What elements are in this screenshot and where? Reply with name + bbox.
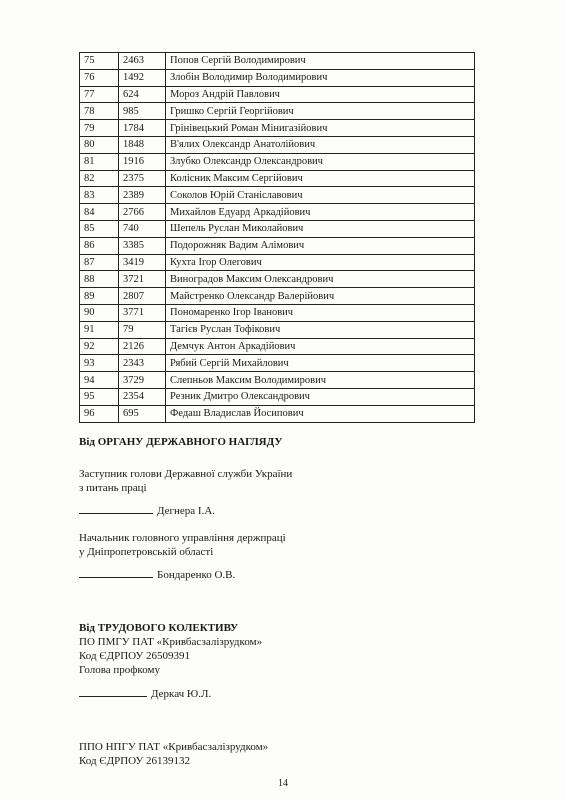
- signature-line: [79, 567, 153, 578]
- name-cell: Виноградов Максим Олександрович: [166, 271, 475, 288]
- code-cell: 1916: [119, 153, 166, 170]
- chair-signature: [79, 686, 211, 701]
- row-number-cell: 90: [80, 304, 119, 321]
- name-cell: Злобін Володимир Володимирович: [166, 69, 475, 86]
- table-row: [80, 86, 475, 103]
- collective-code-2: Код ЄДРПОУ 26139132: [79, 755, 191, 767]
- code-cell: 695: [119, 405, 166, 422]
- deputy-title-line-2: з питань праці: [79, 482, 147, 494]
- row-number-cell: 87: [80, 254, 119, 271]
- code-cell: 3729: [119, 372, 166, 389]
- row-number-cell: 96: [80, 405, 119, 422]
- table-row: [80, 204, 475, 221]
- table-row: [80, 170, 475, 187]
- code-cell: 1784: [119, 120, 166, 137]
- row-number-cell: 89: [80, 288, 119, 305]
- chair-title: Голова профкому: [79, 664, 160, 676]
- name-cell: Демчук Антон Аркадійович: [166, 338, 475, 355]
- signature-line: [79, 503, 153, 514]
- row-number-cell: 94: [80, 372, 119, 389]
- row-number-cell: 88: [80, 271, 119, 288]
- name-cell: В'ялих Олександр Анатолійович: [166, 136, 475, 153]
- row-number-cell: 80: [80, 136, 119, 153]
- name-cell: Кухта Ігор Олегович: [166, 254, 475, 271]
- table-row: [80, 271, 475, 288]
- name-cell: Пономаренко Ігор Іванович: [166, 304, 475, 321]
- row-number-cell: 81: [80, 153, 119, 170]
- row-number-cell: 75: [80, 53, 119, 70]
- code-cell: 2766: [119, 204, 166, 221]
- state-section-heading: Від ОРГАНУ ДЕРЖАВНОГО НАГЛЯДУ: [79, 436, 283, 448]
- table-row: [80, 355, 475, 372]
- name-cell: Грінівецький Роман Мінигазійович: [166, 120, 475, 137]
- name-cell: Федаш Владислав Йосипович: [166, 405, 475, 422]
- code-cell: 3385: [119, 237, 166, 254]
- table-row: [80, 53, 475, 70]
- code-cell: 1492: [119, 69, 166, 86]
- name-cell: Рябий Сергій Михайлович: [166, 355, 475, 372]
- row-number-cell: 93: [80, 355, 119, 372]
- deputy-signature: [79, 503, 215, 518]
- row-number-cell: 92: [80, 338, 119, 355]
- code-cell: 79: [119, 321, 166, 338]
- name-cell: Слепньов Максим Володимирович: [166, 372, 475, 389]
- code-cell: 2126: [119, 338, 166, 355]
- code-cell: 985: [119, 103, 166, 120]
- row-number-cell: 83: [80, 187, 119, 204]
- table-row: [80, 103, 475, 120]
- collective-section-heading: Від ТРУДОВОГО КОЛЕКТИВУ: [79, 622, 239, 634]
- signature-line: [79, 686, 147, 697]
- head-name: Бондаренко О.В.: [157, 569, 236, 581]
- code-cell: 2389: [119, 187, 166, 204]
- code-cell: 2807: [119, 288, 166, 305]
- code-cell: 3721: [119, 271, 166, 288]
- collective-code-1: Код ЄДРПОУ 26509391: [79, 650, 191, 662]
- name-cell: Майстренко Олександр Валерійович: [166, 288, 475, 305]
- employee-table-body: [80, 53, 475, 423]
- code-cell: 2354: [119, 388, 166, 405]
- name-cell: Гришко Сергій Георгійович: [166, 103, 475, 120]
- collective-org-2: ППО НПГУ ПАТ «Кривбасзалізрудком»: [79, 741, 269, 753]
- deputy-name: Дегнера І.А.: [157, 505, 216, 517]
- code-cell: 2463: [119, 53, 166, 70]
- code-cell: 1848: [119, 136, 166, 153]
- code-cell: 2343: [119, 355, 166, 372]
- table-row: [80, 388, 475, 405]
- code-cell: 740: [119, 220, 166, 237]
- employee-table: [79, 52, 475, 423]
- chair-name: Деркач Ю.Л.: [151, 688, 212, 700]
- table-row: [80, 372, 475, 389]
- row-number-cell: 91: [80, 321, 119, 338]
- row-number-cell: 77: [80, 86, 119, 103]
- table-row: [80, 237, 475, 254]
- table-row: [80, 321, 475, 338]
- name-cell: Попов Сергій Володимирович: [166, 53, 475, 70]
- row-number-cell: 84: [80, 204, 119, 221]
- table-row: [80, 136, 475, 153]
- code-cell: 2375: [119, 170, 166, 187]
- row-number-cell: 79: [80, 120, 119, 137]
- table-row: [80, 220, 475, 237]
- row-number-cell: 78: [80, 103, 119, 120]
- name-cell: Резник Дмитро Олександрович: [166, 388, 475, 405]
- name-cell: Мороз Андрій Павлович: [166, 86, 475, 103]
- table-row: [80, 153, 475, 170]
- name-cell: Соколов Юрій Станіславович: [166, 187, 475, 204]
- name-cell: Злубко Олександр Олександрович: [166, 153, 475, 170]
- row-number-cell: 85: [80, 220, 119, 237]
- row-number-cell: 86: [80, 237, 119, 254]
- table-row: [80, 254, 475, 271]
- head-title-line-2: у Дніпропетровській області: [79, 546, 214, 558]
- head-signature: [79, 567, 235, 582]
- row-number-cell: 76: [80, 69, 119, 86]
- page-number: 14: [278, 778, 288, 789]
- table-row: [80, 288, 475, 305]
- table-row: [80, 405, 475, 422]
- row-number-cell: 95: [80, 388, 119, 405]
- code-cell: 624: [119, 86, 166, 103]
- table-row: [80, 304, 475, 321]
- name-cell: Михайлов Едуард Аркадійович: [166, 204, 475, 221]
- table-row: [80, 69, 475, 86]
- head-title-line-1: Начальник головного управління держпраці: [79, 532, 286, 544]
- table-row: [80, 120, 475, 137]
- name-cell: Тагієв Руслан Тофікович: [166, 321, 475, 338]
- collective-org-1: ПО ПМГУ ПАТ «Кривбасзалізрудком»: [79, 636, 263, 648]
- code-cell: 3771: [119, 304, 166, 321]
- name-cell: Колісник Максим Сергійович: [166, 170, 475, 187]
- code-cell: 3419: [119, 254, 166, 271]
- table-row: [80, 187, 475, 204]
- name-cell: Подорожняк Вадим Алімович: [166, 237, 475, 254]
- row-number-cell: 82: [80, 170, 119, 187]
- name-cell: Шепель Руслан Миколайович: [166, 220, 475, 237]
- table-row: [80, 338, 475, 355]
- deputy-title-line-1: Заступник голови Державної служби України: [79, 468, 293, 480]
